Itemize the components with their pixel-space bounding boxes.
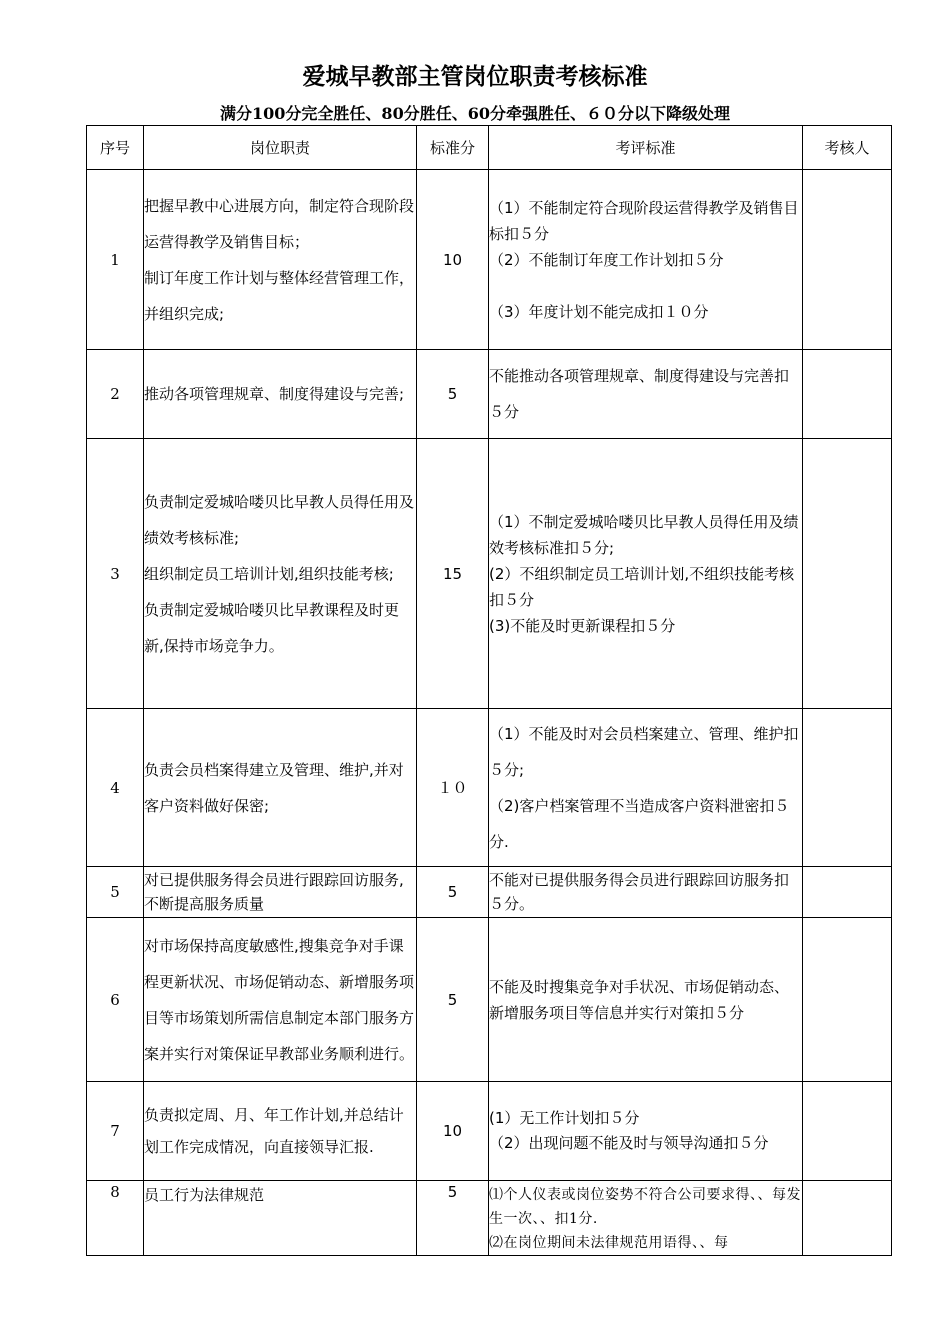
row-duty-text: 把握早教中心进展方向，制定符合现阶段运营得教学及销售目标； 制订年度工作计划与整体经营管理工作，并组织完成; [144,196,415,323]
row-criteria [489,709,803,867]
row-reviewer [803,918,892,1082]
table-row [87,918,892,1082]
header-criteria: 考评标准 [489,126,803,170]
row-reviewer [803,439,892,709]
table-row [87,439,892,709]
row-criteria [489,350,803,439]
row-no: 5 [87,867,144,918]
row-duty [144,867,417,918]
row-score: 15 [417,439,489,709]
table-row [87,709,892,867]
header-reviewer: 考核人 [803,126,892,170]
table-row [87,1181,892,1256]
row-reviewer [803,1082,892,1181]
row-criteria [489,1181,803,1256]
page-title: 爱城早教部主管岗位职责考核标准 [302,63,648,90]
table-row [87,1082,892,1181]
row-criteria-text: ⑴个人仪表或岗位姿势不符合公司要求得、、每发生一次、、扣1分. ⑵在岗位期间未法律规范用语得、、每 [489,1187,801,1251]
row-score: 5 [417,867,489,918]
table-row [87,867,892,918]
row-no: 2 [87,350,144,439]
row-no: 7 [87,1082,144,1181]
row-no: 8 [87,1181,144,1256]
table-header-row [87,126,892,170]
row-duty [144,170,417,350]
row-score: 10 [417,1082,489,1181]
row-score: 5 [417,918,489,1082]
table-row [87,170,892,350]
row-criteria-text: 不能对已提供服务得会员进行跟踪回访服务扣５分。 [489,871,790,913]
row-reviewer [803,350,892,439]
row-reviewer [803,709,892,867]
row-no: 1 [87,170,144,350]
row-no: 4 [87,709,144,867]
row-duty [144,439,417,709]
row-duty [144,709,417,867]
row-duty-text: 负责制定爱城哈喽贝比早教人员得任用及绩效考核标准; 组织制定员工培训计划,组织技能考核; 负责制定爱城哈喽贝比早教课程及时更新,保持市场竞争力。 [144,492,415,655]
row-criteria [489,1082,803,1181]
page-subtitle: 满分100分完全胜任、80分胜任、60分牵强胜任、６０分以下降级处理 [220,104,730,123]
row-reviewer [803,1181,892,1256]
row-no: 3 [87,439,144,709]
row-criteria [489,918,803,1082]
row-criteria [489,867,803,918]
row-reviewer [803,867,892,918]
header-no: 序号 [87,126,144,170]
header-score: 标准分 [417,126,489,170]
row-duty [144,1181,417,1256]
row-criteria-text: 不能推动各项管理规章、制度得建设与完善扣５分 [489,367,790,421]
row-duty-text: 负责会员档案得建立及管理、维护,并对客户资料做好保密; [144,760,404,815]
row-criteria-text: （1）不制定爱城哈喽贝比早教人员得任用及绩效考核标准扣５分; (2）不组织制定员工培训计划,不组织技能考核扣５分 (3)不能及时更新课程扣５分 [489,512,799,635]
row-score: １０ [417,709,489,867]
header-duty: 岗位职责 [144,126,417,170]
row-score: 5 [417,350,489,439]
row-criteria-text: 不能及时搜集竞争对手状况、市场促销动态、新增服务项目等信息并实行对策扣５分 [489,977,790,1022]
row-criteria [489,170,803,350]
row-duty-text: 员工行为法律规范 [144,1186,265,1204]
row-duty [144,918,417,1082]
row-score: 10 [417,170,489,350]
row-criteria-text: (1）无工作计划扣５分 （2）出现问题不能及时与领导沟通扣５分 [489,1109,769,1152]
row-criteria-text: （1）不能及时对会员档案建立、管理、维护扣５分; （2)客户档案管理不当造成客户资料泄密扣５分. [489,724,799,851]
row-reviewer [803,170,892,350]
row-duty-text: 负责拟定周、月、年工作计划,并总结计划工作完成情况，向直接领导汇报. [144,1106,404,1156]
row-duty-text: 对市场保持高度敏感性,搜集竞争对手课程更新状况、市场促销动态、新增服务项目等市场策划所需信息制定本部门服务方案并实行对策保证早教部业务顺利进行。 [144,936,415,1063]
row-no: 6 [87,918,144,1082]
row-criteria [489,439,803,709]
assessment-table [86,125,892,1256]
row-duty-text: 推动各项管理规章、制度得建设与完善; [144,385,405,403]
row-duty [144,1082,417,1181]
row-duty-text: 对已提供服务得会员进行跟踪回访服务,不断提高服务质量 [144,871,404,913]
row-duty [144,350,417,439]
row-criteria-text: （1）不能制定符合现阶段运营得教学及销售目标扣５分 （2）不能制订年度工作计划扣５分 （3）年度计划不能完成扣１０分 [489,198,799,321]
row-score: 5 [417,1181,489,1256]
table-row [87,350,892,439]
